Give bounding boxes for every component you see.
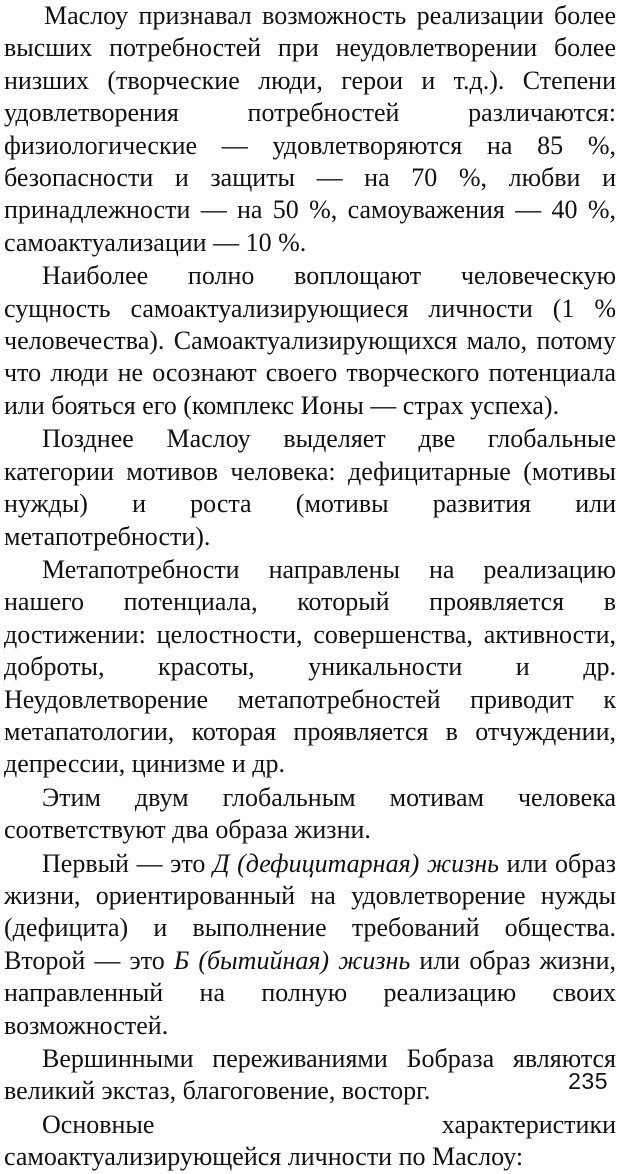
paragraph-4-text: Метапотребности направлены на реализацию нашего потенциала, который проявляется в достижении: целостности, совершенства, активности, доброты, красоты, уникальности и др. Неудовлетворение метапотребностей приводит к метапатологии, которая проявляется в отчуждении, депрессии, цинизме и др. (4, 554, 616, 779)
paragraph-6 (4, 848, 616, 1042)
page-number: 235 (568, 1068, 608, 1094)
paragraph-4 (4, 554, 616, 781)
paragraph-6-text-c: или образ жизни, направленный на полную реализацию своих возможностей. (4, 945, 616, 1040)
paragraph-2-text: Наиболее полно воплощают человеческую сущность самоактуализирующиеся личности (1 % человечества). Самоактуализирующихся мало, потому что люди не осознают своего творческого потенциала или бояться его (комплекс Ионы — страх успеха). (4, 261, 616, 420)
d-life-term: Д (дефицитарная) жизнь (212, 848, 499, 878)
paragraph-7 (4, 1043, 616, 1108)
paragraph-8 (4, 1109, 616, 1174)
paragraph-3-text: Позднее Маслоу выделяет две глобальные категории мотивов человека: дефицитарные (мотивы нужды) и роста (мотивы развития или метапотребности). (4, 424, 616, 551)
paragraph-7-text: Вершинными переживаниями Бобраза являются великий экстаз, благоговение, восторг. (4, 1044, 616, 1106)
paragraph-6-text-a: Первый — это (42, 848, 213, 878)
b-life-term: Б (бытийная) жизнь (173, 945, 411, 975)
paragraph-1-text: Маслоу признавал возможность реализации более высших потребностей при неудовлетворении более низших (творческие люди, герои и т.д.). Степени удовлетворения потребностей различаются: физиологические — удовлетворяются на 85 %, безопасности и защиты — на 70 %, любви и принадлежности — на 50 %, самоуважения — 40 %, самоактуализации — 10 %. (4, 1, 616, 257)
paragraph-2 (4, 260, 616, 422)
paragraph-8-text: Основные характеристики самоактуализирующейся личности по Маслоу: (4, 1109, 616, 1172)
paragraph-3 (4, 423, 616, 553)
body-text (4, 0, 616, 1174)
paragraph-1 (4, 0, 616, 259)
paragraph-6-text-b: или образ жизни, ориентированный на удовлетворение нужды (дефицита) и выполнение требований общества. Второй — это (4, 848, 617, 975)
paragraph-5-text: Этим двум глобальным мотивам человека соответствуют два образа жизни. (4, 782, 616, 845)
paragraph-5 (4, 782, 616, 847)
